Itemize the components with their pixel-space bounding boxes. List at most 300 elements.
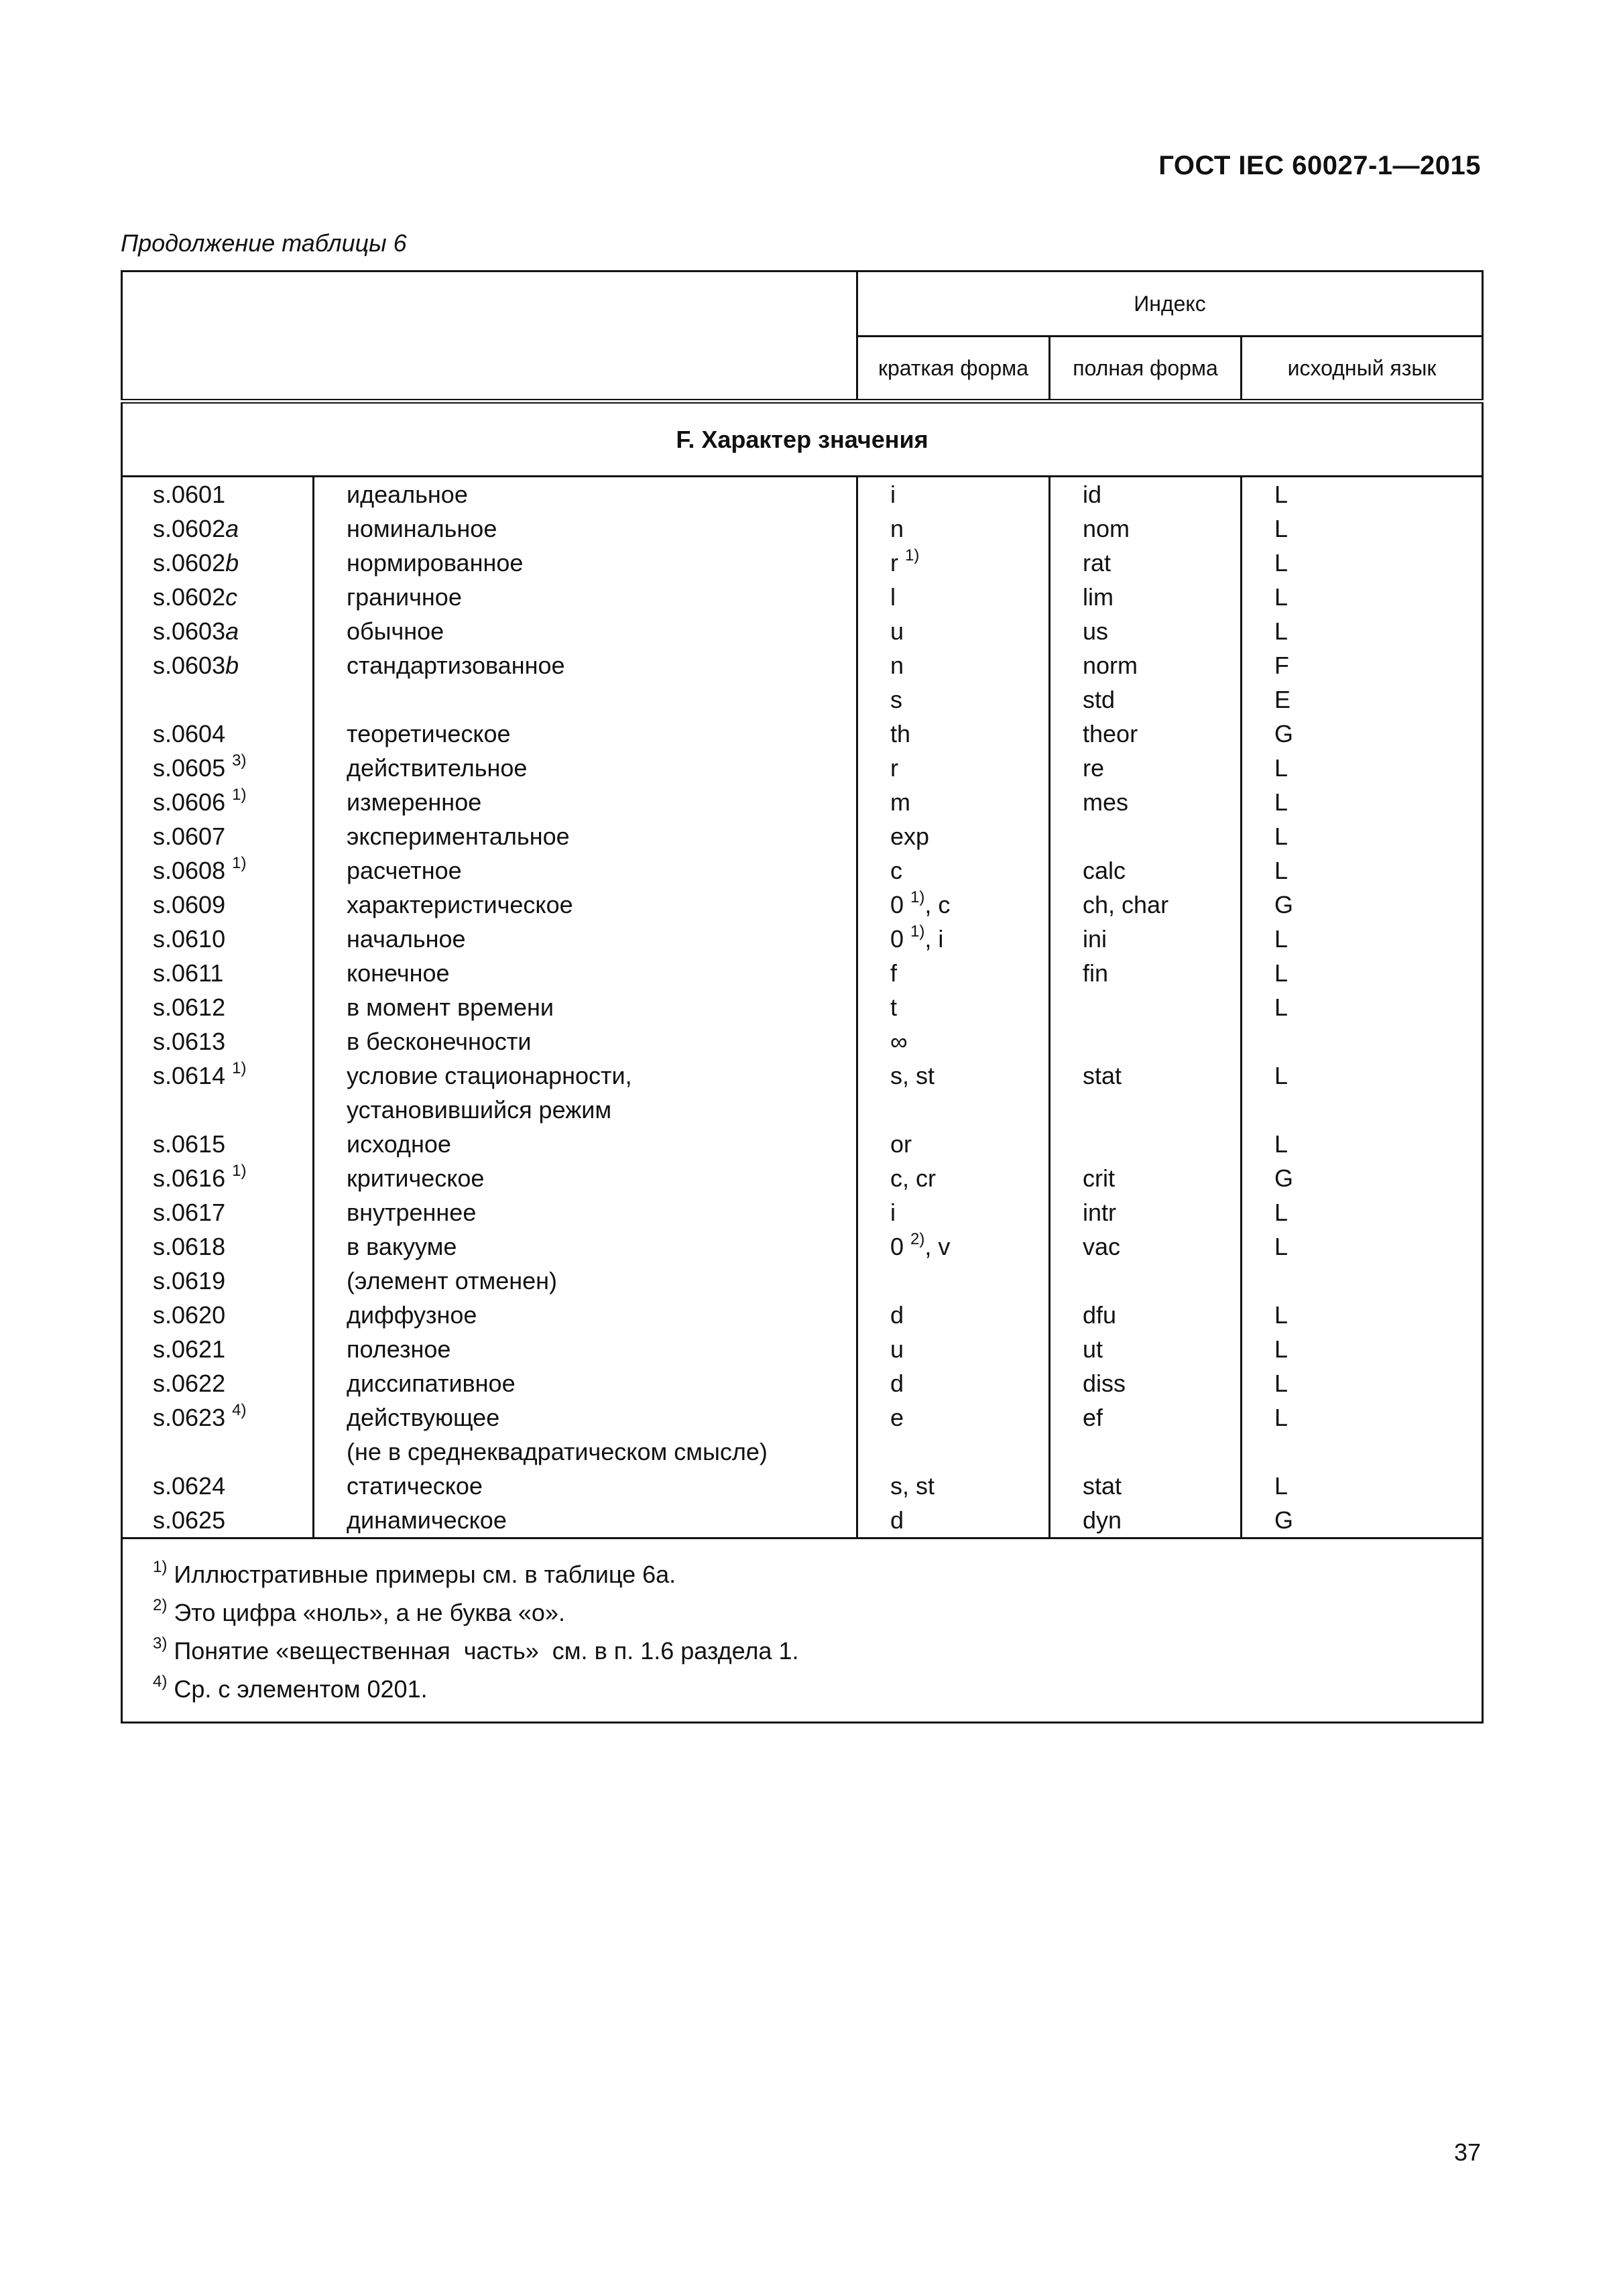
footnote-ref: 3): [232, 751, 247, 770]
meaning-cell: [314, 580, 857, 614]
symbol-code-cell: [122, 922, 314, 956]
meaning-cell: [314, 751, 857, 785]
full-form-cell: [1050, 785, 1242, 819]
table-row: [122, 888, 1483, 922]
symbol-code: s.0623: [153, 1404, 226, 1431]
meaning-text: нормированное: [347, 549, 524, 577]
meaning-text: в вакууме: [347, 1233, 457, 1260]
full-form-cell: [1050, 1400, 1242, 1469]
symbol-code: s.0601: [153, 481, 226, 508]
short-form-cell: [857, 819, 1050, 853]
source-language-cell: [1242, 1229, 1483, 1264]
short-form-tail: , c: [924, 891, 951, 918]
symbol-code-cell: [122, 853, 314, 888]
meaning-cell: [314, 1024, 857, 1059]
symbol-code-letter: a: [225, 617, 239, 645]
full-form: crit: [1083, 1164, 1115, 1192]
symbol-code: s.0621: [153, 1335, 226, 1363]
symbol-code-cell: [122, 1469, 314, 1503]
symbol-code: s.0620: [153, 1301, 226, 1329]
short-form-cell: [857, 614, 1050, 648]
source-language-cell: [1242, 922, 1483, 956]
meaning-text: полезное: [347, 1335, 451, 1363]
source-language-cell: [1242, 614, 1483, 648]
meaning-text: идеальное: [347, 481, 468, 508]
symbol-code-cell: [122, 956, 314, 990]
source-language-cell: [1242, 956, 1483, 990]
table-row: [122, 1400, 1483, 1469]
symbol-code: s.0606: [153, 788, 226, 816]
meaning-text-line2: установившийся режим: [347, 1096, 612, 1124]
short-form: d: [890, 1506, 904, 1534]
short-form-tail: , i: [924, 925, 944, 953]
header-empty-cell: [122, 271, 857, 402]
meaning-cell: [314, 477, 857, 512]
short-form: or: [890, 1130, 912, 1158]
meaning-text: (элемент отменен): [347, 1267, 557, 1294]
meaning-text: исходное: [347, 1130, 451, 1158]
full-form-cell: [1050, 1195, 1242, 1229]
meaning-cell: [314, 785, 857, 819]
full-form-cell: [1050, 1264, 1242, 1298]
source-language: L: [1274, 515, 1288, 542]
meaning-text: действительное: [347, 754, 528, 782]
full-form-cell: [1050, 888, 1242, 922]
short-form-cell: [857, 580, 1050, 614]
table-row: [122, 1127, 1483, 1161]
symbol-code: s.0605: [153, 754, 226, 782]
symbol-code-cell: [122, 717, 314, 751]
full-form: intr: [1083, 1199, 1117, 1226]
table-row: [122, 1059, 1483, 1127]
table-row: [122, 990, 1483, 1024]
source-language-cell: [1242, 785, 1483, 819]
full-form: ini: [1083, 925, 1107, 953]
full-form: dyn: [1083, 1506, 1122, 1534]
source-language: L: [1274, 788, 1288, 816]
table-row: [122, 1195, 1483, 1229]
full-form: vac: [1083, 1233, 1121, 1260]
symbol-code-cell: [122, 477, 314, 512]
short-form: e: [890, 1404, 904, 1431]
meaning-cell: [314, 819, 857, 853]
short-form: c, cr: [890, 1164, 936, 1192]
full-form-cell: [1050, 511, 1242, 546]
symbol-code-cell: [122, 1229, 314, 1264]
source-language: L: [1274, 549, 1288, 577]
meaning-cell: [314, 1298, 857, 1332]
source-language-cell: [1242, 819, 1483, 853]
symbol-code: s.0612: [153, 993, 226, 1021]
meaning-cell: [314, 1503, 857, 1538]
full-form: nom: [1083, 515, 1130, 542]
symbol-code-cell: [122, 1127, 314, 1161]
source-language-cell: [1242, 1161, 1483, 1195]
source-language-cell: [1242, 888, 1483, 922]
full-form: re: [1083, 754, 1105, 782]
full-form: ch, char: [1083, 891, 1169, 918]
source-language-cell: [1242, 1024, 1483, 1059]
symbol-code-cell: [122, 1059, 314, 1127]
full-form: dfu: [1083, 1301, 1117, 1329]
full-form: calc: [1083, 857, 1126, 884]
source-language: L: [1274, 959, 1288, 987]
source-language-cell: [1242, 477, 1483, 512]
full-form: norm: [1083, 652, 1138, 679]
footnote-ref: 2): [910, 1230, 925, 1248]
symbol-code-cell: [122, 1332, 314, 1366]
short-form: i: [890, 481, 896, 508]
short-form-cell: [857, 1127, 1050, 1161]
source-language: L: [1274, 481, 1288, 508]
symbols-table: [121, 270, 1484, 1724]
short-form: c: [890, 857, 902, 884]
short-form-cell: [857, 853, 1050, 888]
short-form: d: [890, 1370, 904, 1397]
source-language: L: [1274, 583, 1288, 611]
full-form-line2: std: [1083, 686, 1116, 713]
source-language-cell: [1242, 717, 1483, 751]
source-language: L: [1274, 617, 1288, 645]
source-language-cell: [1242, 1298, 1483, 1332]
meaning-cell: [314, 1366, 857, 1400]
full-form: stat: [1083, 1062, 1122, 1089]
short-form-line2: s: [890, 686, 902, 713]
symbol-code-cell: [122, 648, 314, 717]
symbol-code-letter: a: [225, 515, 239, 542]
table-row: [122, 751, 1483, 785]
symbol-code-letter: b: [225, 549, 239, 577]
short-form-cell: [857, 1229, 1050, 1264]
footnote-ref: 1): [232, 1162, 247, 1180]
symbol-code-cell: [122, 1366, 314, 1400]
meaning-cell: [314, 546, 857, 580]
symbol-code-letter: c: [225, 583, 238, 611]
table-row: [122, 922, 1483, 956]
table-row: [122, 1503, 1483, 1538]
footnote-ref: 1): [232, 854, 247, 872]
full-form-cell: [1050, 751, 1242, 785]
table-row: [122, 1264, 1483, 1298]
footnote: [153, 1555, 1482, 1593]
source-language-cell: [1242, 511, 1483, 546]
page-number: 37: [1453, 2138, 1481, 2166]
full-form-cell: [1050, 956, 1242, 990]
meaning-cell: [314, 956, 857, 990]
full-form-cell: [1050, 546, 1242, 580]
full-form: diss: [1083, 1370, 1126, 1397]
short-form-cell: [857, 751, 1050, 785]
table-row: [122, 477, 1483, 512]
meaning-cell: [314, 511, 857, 546]
meaning-text: диффузное: [347, 1301, 477, 1329]
footnote-mark: 4): [153, 1673, 168, 1691]
meaning-cell: [314, 1264, 857, 1298]
header-row-index: [122, 271, 1483, 337]
source-language-cell: [1242, 1332, 1483, 1366]
short-form-cell: [857, 1298, 1050, 1332]
footnote-mark: 1): [153, 1558, 168, 1576]
symbol-code: s.0602: [153, 515, 226, 542]
document-header: ГОСТ IEC 60027-1—2015: [1158, 151, 1481, 180]
meaning-text: в момент времени: [347, 993, 554, 1021]
symbol-code-cell: [122, 1264, 314, 1298]
short-form-cell: [857, 1503, 1050, 1538]
symbol-code: s.0613: [153, 1028, 226, 1055]
footnote-mark: 2): [153, 1596, 168, 1614]
meaning-text: обычное: [347, 617, 444, 645]
source-language-cell: [1242, 1264, 1483, 1298]
source-language: L: [1274, 823, 1288, 850]
full-form-cell: [1050, 1332, 1242, 1366]
source-language: G: [1274, 1506, 1294, 1534]
source-language-cell: [1242, 1469, 1483, 1503]
meaning-cell: [314, 888, 857, 922]
short-form: 0: [890, 1233, 904, 1260]
footnotes: [122, 1538, 1483, 1723]
meaning-text: расчетное: [347, 857, 462, 884]
table-row: [122, 546, 1483, 580]
symbol-code: s.0602: [153, 549, 226, 577]
source-language: L: [1274, 754, 1288, 782]
symbol-code: s.0607: [153, 823, 226, 850]
meaning-cell: [314, 1229, 857, 1264]
symbol-code: s.0602: [153, 583, 226, 611]
source-language: L: [1274, 1335, 1288, 1363]
meaning-cell: [314, 614, 857, 648]
short-form-cell: [857, 648, 1050, 717]
full-form: stat: [1083, 1472, 1122, 1500]
short-form: s, st: [890, 1472, 935, 1500]
symbol-code-cell: [122, 1161, 314, 1195]
table-row: [122, 1024, 1483, 1059]
meaning-cell: [314, 1195, 857, 1229]
source-language-cell: [1242, 1127, 1483, 1161]
symbol-code: s.0603: [153, 652, 226, 679]
short-form-cell: [857, 546, 1050, 580]
footnote-text: Ср. с элементом 0201.: [174, 1675, 428, 1703]
meaning-cell: [314, 853, 857, 888]
symbol-code: s.0625: [153, 1506, 226, 1534]
short-form-cell: [857, 1469, 1050, 1503]
source-language: G: [1274, 720, 1294, 747]
full-form-cell: [1050, 1059, 1242, 1127]
short-form-cell: [857, 785, 1050, 819]
full-form-cell: [1050, 717, 1242, 751]
short-form-cell: [857, 1332, 1050, 1366]
short-form: th: [890, 720, 911, 747]
source-language: L: [1274, 1472, 1288, 1500]
meaning-cell: [314, 1059, 857, 1127]
meaning-text: экспериментальное: [347, 823, 570, 850]
source-language: L: [1274, 993, 1288, 1021]
short-form: d: [890, 1301, 904, 1329]
source-language-cell: [1242, 1366, 1483, 1400]
full-form: fin: [1083, 959, 1109, 987]
full-form: ef: [1083, 1404, 1103, 1431]
source-language-cell: [1242, 648, 1483, 717]
source-language: L: [1274, 925, 1288, 953]
symbol-code: s.0609: [153, 891, 226, 918]
short-form: ∞: [890, 1028, 908, 1055]
full-form-cell: [1050, 853, 1242, 888]
full-form-cell: [1050, 922, 1242, 956]
meaning-text: в бесконечности: [347, 1028, 532, 1055]
source-language: L: [1274, 1404, 1288, 1431]
meaning-text: динамическое: [347, 1506, 507, 1534]
meaning-text: номинальное: [347, 515, 497, 542]
symbol-code-cell: [122, 1195, 314, 1229]
full-form: mes: [1083, 788, 1129, 816]
meaning-text: статическое: [347, 1472, 483, 1500]
short-form: exp: [890, 823, 930, 850]
short-form-cell: [857, 477, 1050, 512]
table-row: [122, 1332, 1483, 1366]
symbol-code: s.0611: [153, 959, 224, 987]
source-language: L: [1274, 1062, 1288, 1089]
symbol-code-cell: [122, 819, 314, 853]
short-form: n: [890, 652, 904, 679]
source-language: L: [1274, 1233, 1288, 1260]
short-form-cell: [857, 717, 1050, 751]
table-caption: Продолжение таблицы 6: [121, 229, 407, 257]
full-form: rat: [1083, 549, 1111, 577]
short-form: 0: [890, 925, 904, 953]
full-form-cell: [1050, 580, 1242, 614]
source-language: L: [1274, 857, 1288, 884]
footnote-text: Это цифра «ноль», а не буква «о».: [174, 1599, 565, 1626]
symbol-code-cell: [122, 751, 314, 785]
meaning-text: измеренное: [347, 788, 482, 816]
short-form: l: [890, 583, 896, 611]
source-language: L: [1274, 1370, 1288, 1397]
table-row: [122, 1161, 1483, 1195]
symbol-code-letter: b: [225, 652, 239, 679]
symbol-code-cell: [122, 580, 314, 614]
source-language-cell: [1242, 580, 1483, 614]
table-row: [122, 1229, 1483, 1264]
table-row: [122, 1366, 1483, 1400]
short-form: m: [890, 788, 910, 816]
symbol-code-cell: [122, 1503, 314, 1538]
short-form-cell: [857, 990, 1050, 1024]
short-form: u: [890, 1335, 904, 1363]
source-language: L: [1274, 1301, 1288, 1329]
short-form-cell: [857, 1366, 1050, 1400]
short-form-cell: [857, 511, 1050, 546]
source-language-cell: [1242, 1059, 1483, 1127]
meaning-cell: [314, 990, 857, 1024]
meaning-text: граничное: [347, 583, 462, 611]
meaning-text: начальное: [347, 925, 466, 953]
meaning-text: диссипативное: [347, 1370, 516, 1397]
header-index: Индекс: [857, 271, 1483, 337]
symbol-code-cell: [122, 990, 314, 1024]
meaning-cell: [314, 648, 857, 717]
footnote-ref: 1): [910, 922, 925, 941]
footnote-ref: 1): [232, 786, 247, 804]
source-language: G: [1274, 1164, 1294, 1192]
meaning-text: внутреннее: [347, 1199, 477, 1226]
table-row: [122, 511, 1483, 546]
full-form-cell: [1050, 990, 1242, 1024]
symbol-code: s.0615: [153, 1130, 226, 1158]
symbol-code-cell: [122, 511, 314, 546]
table-row: [122, 717, 1483, 751]
symbol-code: s.0610: [153, 925, 226, 953]
symbol-code-cell: [122, 888, 314, 922]
full-form-cell: [1050, 1469, 1242, 1503]
table-row: [122, 648, 1483, 717]
short-form-cell: [857, 1264, 1050, 1298]
short-form-cell: [857, 1161, 1050, 1195]
meaning-text: теоретическое: [347, 720, 511, 747]
full-form-cell: [1050, 1229, 1242, 1264]
meaning-text: конечное: [347, 959, 450, 987]
header-source-language: исходный язык: [1242, 337, 1483, 402]
meaning-cell: [314, 1127, 857, 1161]
full-form-cell: [1050, 819, 1242, 853]
short-form: r: [890, 754, 898, 782]
source-language-cell: [1242, 990, 1483, 1024]
short-form-cell: [857, 888, 1050, 922]
short-form: s, st: [890, 1062, 935, 1089]
meaning-text: критическое: [347, 1164, 485, 1192]
section-row: [122, 402, 1483, 477]
meaning-cell: [314, 1469, 857, 1503]
meaning-text: характеристическое: [347, 891, 573, 918]
meaning-cell: [314, 717, 857, 751]
symbol-code-cell: [122, 1024, 314, 1059]
symbol-code: s.0603: [153, 617, 226, 645]
symbol-code: s.0622: [153, 1370, 226, 1397]
short-form: f: [890, 959, 898, 987]
meaning-text-line2: (не в среднеквадратическом смысле): [347, 1438, 768, 1465]
full-form-cell: [1050, 1024, 1242, 1059]
footnote: [153, 1670, 1482, 1708]
full-form-cell: [1050, 1366, 1242, 1400]
source-language-line2: E: [1274, 686, 1291, 713]
symbol-code: s.0624: [153, 1472, 226, 1500]
short-form: u: [890, 617, 904, 645]
symbol-code: s.0619: [153, 1267, 226, 1294]
source-language: L: [1274, 1130, 1288, 1158]
footnote-text: Понятие «вещественная часть» см. в п. 1.6 раздела 1.: [174, 1637, 799, 1665]
footnote-ref: 1): [232, 1059, 247, 1077]
short-form: 0: [890, 891, 904, 918]
short-form-cell: [857, 922, 1050, 956]
symbol-code: s.0617: [153, 1199, 226, 1226]
full-form-cell: [1050, 477, 1242, 512]
symbol-code: s.0608: [153, 857, 226, 884]
short-form-cell: [857, 1195, 1050, 1229]
meaning-cell: [314, 1161, 857, 1195]
meaning-text: стандартизованное: [347, 652, 565, 679]
source-language-cell: [1242, 1503, 1483, 1538]
short-form: t: [890, 993, 898, 1021]
symbol-code: s.0616: [153, 1164, 226, 1192]
short-form-cell: [857, 956, 1050, 990]
meaning-cell: [314, 1400, 857, 1469]
source-language: L: [1274, 1199, 1288, 1226]
full-form: us: [1083, 617, 1109, 645]
meaning-text: условие стационарности,: [347, 1062, 632, 1089]
full-form-cell: [1050, 1161, 1242, 1195]
full-form: id: [1083, 481, 1102, 508]
symbol-code-cell: [122, 614, 314, 648]
table-row: [122, 1298, 1483, 1332]
table-row: [122, 614, 1483, 648]
